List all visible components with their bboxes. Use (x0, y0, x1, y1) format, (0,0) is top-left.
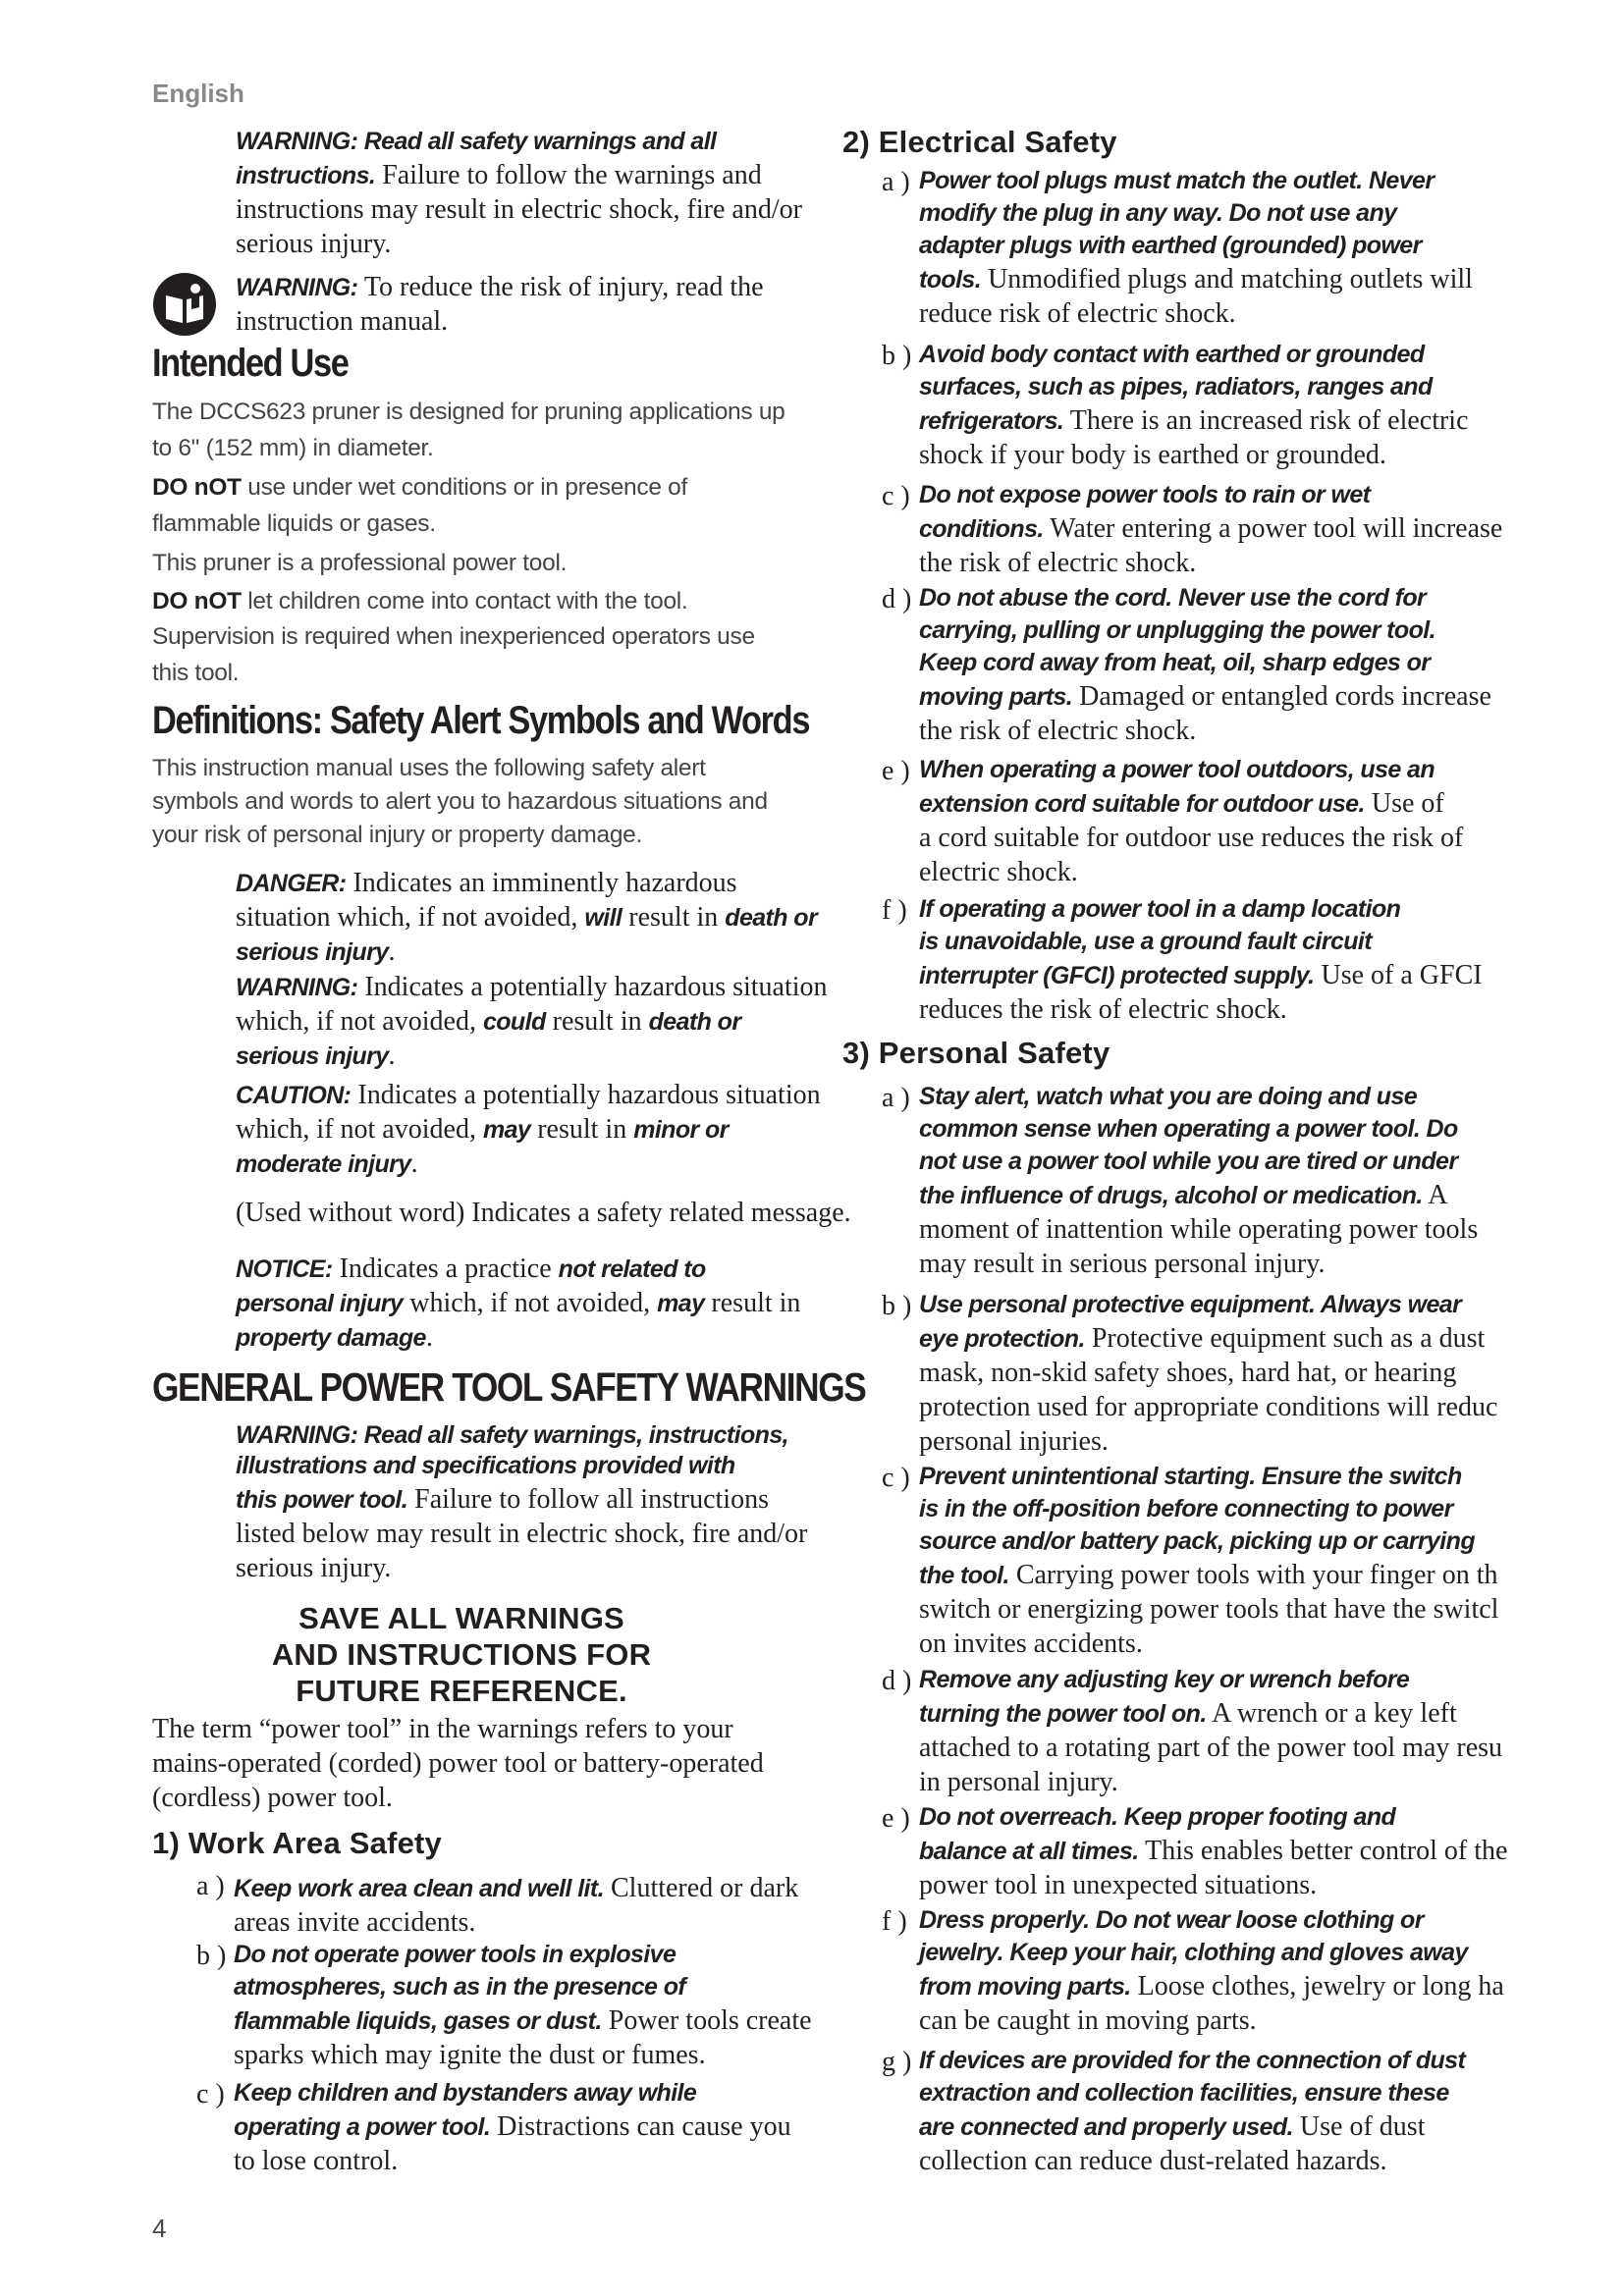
paragraph: flammable liquids or gases. (152, 509, 436, 537)
item-bold: not use a power tool while you are tired or under (919, 1148, 1458, 1175)
item-bold: is in the off-position before connecting to power (919, 1495, 1453, 1522)
page-language: English (152, 79, 244, 108)
item-label: d ) (882, 1666, 912, 1696)
item-text: Distractions can cause you (490, 2111, 791, 2142)
warning-bold: illustrations and specifications provided with (236, 1452, 735, 1479)
item-label: a ) (196, 1871, 225, 1901)
definition-text: result in (704, 1288, 801, 1318)
definition-emphasis: serious injury (236, 938, 389, 966)
item-bold: atmospheres, such as in the presence of (234, 1973, 686, 2001)
item-text: Carrying power tools with your finger on th (1008, 1560, 1498, 1590)
general-warning (236, 1421, 874, 1585)
item-text: personal injuries. (919, 1426, 1109, 1457)
item-text: electric shock. (919, 857, 1078, 887)
item-bold: is unavoidable, use a ground fault circuit (919, 928, 1372, 955)
paragraph: symbols and words to alert you to hazardous situations and (152, 788, 768, 815)
definition-emphasis: death or (725, 904, 818, 932)
definition-text: Indicates a potentially hazardous situation (351, 1080, 821, 1110)
warning-text: serious injury. (236, 1553, 392, 1583)
electrical-safety-heading: 2) Electrical Safety (842, 125, 1117, 159)
item-label: b ) (196, 1941, 227, 1971)
item-bold: source and/or battery pack, picking up or carrying (919, 1527, 1475, 1555)
warning-label: WARNING: (236, 974, 358, 1001)
item-bold: jewelry. Keep your hair, clothing and gloves away (919, 1939, 1468, 1966)
definition-text: which, if not avoided, (236, 1006, 483, 1037)
warning-text: To reduce the risk of injury, read the (357, 272, 764, 302)
warning-bold: WARNING: (236, 274, 358, 301)
item-bold: conditions. (919, 515, 1044, 543)
item-bold: balance at all times. (919, 1838, 1139, 1865)
item-text: to lose control. (234, 2146, 399, 2176)
item-bold: Keep children and bystanders away while (234, 2079, 697, 2107)
item-bold: the tool. (919, 1562, 1009, 1589)
item-bold: extraction and collection facilities, ensure these (919, 2079, 1449, 2107)
item-text: shock if your body is earthed or grounded. (919, 440, 1386, 470)
definition-text: which, if not avoided, (236, 1114, 483, 1145)
item-text: Cluttered or dark (603, 1873, 799, 1903)
item-bold: Dress properly. Do not wear loose clothing or (919, 1906, 1424, 1934)
item-text: A (1422, 1180, 1448, 1210)
definition-emphasis: serious injury (236, 1042, 389, 1070)
item-text: power tool in unexpected situations. (919, 1870, 1318, 1900)
item-label: a ) (882, 1083, 910, 1113)
item-bold: Keep work area clean and well lit. (234, 1875, 604, 1902)
item-bold: are connected and properly used. (919, 2113, 1293, 2141)
item-bold: Do not operate power tools in explosive (234, 1941, 677, 1968)
item-bold: refrigerators. (919, 407, 1064, 435)
item-bold: the influence of drugs, alcohol or medication. (919, 1182, 1423, 1209)
item-text: reduce risk of electric shock. (919, 298, 1236, 329)
definition-emphasis: may (482, 1116, 531, 1144)
item-bold: from moving parts. (919, 1973, 1131, 2001)
warning-definition: WARNING: Indicates a potentially hazardous situation which, if not avoided, could result in death or serious injury. (236, 972, 828, 1071)
personal-safety-heading: 3) Personal Safety (842, 1036, 1110, 1070)
item-label: f ) (882, 895, 907, 926)
item-label: e ) (882, 1803, 910, 1834)
item-label: b ) (882, 1291, 912, 1321)
item-bold: extension cord suitable for outdoor use. (919, 790, 1365, 818)
item-bold: If devices are provided for the connection of dust (919, 2047, 1466, 2074)
paragraph: (cordless) power tool. (152, 1783, 393, 1813)
definition-emphasis: may (657, 1290, 705, 1317)
item-text: Use of dust (1292, 2111, 1426, 2142)
item-bold: Stay alert, watch what you are doing and use (919, 1083, 1418, 1110)
paragraph: this tool. (152, 659, 240, 686)
definition-text: Indicates a practice (332, 1254, 559, 1284)
item-bold: moving parts. (919, 683, 1073, 711)
caution-label: CAUTION: (236, 1082, 352, 1109)
item-bold: adapter plugs with earthed (grounded) power (919, 232, 1422, 259)
paragraph: This instruction manual uses the following safety alert (152, 755, 706, 781)
definition-emphasis: will (584, 904, 623, 932)
item-text: Protective equipment such as a dust (1084, 1323, 1486, 1354)
do-not-bold: DO nOT (152, 587, 242, 614)
definition-emphasis: minor or (633, 1116, 729, 1144)
do-not-bold: DO nOT (152, 474, 242, 501)
item-bold: carrying, pulling or unplugging the power tool. (919, 616, 1435, 644)
item-bold: Avoid body contact with earthed or grounded (919, 341, 1425, 368)
item-label: f ) (882, 1906, 907, 1937)
item-text: attached to a rotating part of the power tool may resu (919, 1733, 1503, 1763)
item-bold: Do not expose power tools to rain or wet (919, 481, 1371, 508)
warning-bold: this power tool. (236, 1486, 408, 1514)
item-bold: interrupter (GFCI) protected supply. (919, 962, 1315, 989)
item-bold: Remove any adjusting key or wrench before (919, 1666, 1410, 1693)
intended-use-body (152, 395, 859, 691)
paragraph: The term “power tool” in the warnings refers to your (152, 1714, 733, 1744)
definition-emphasis: death or (648, 1008, 741, 1036)
item-bold: turning the power tool on. (919, 1700, 1207, 1728)
paragraph: mains-operated (corded) power tool or battery-operated (152, 1748, 764, 1779)
warning-bold: WARNING: Read all safety warnings, instructions, (236, 1421, 788, 1449)
item-text: in personal injury. (919, 1767, 1118, 1797)
item-label: b ) (882, 341, 912, 371)
paragraph: to 6" (152 mm) in diameter. (152, 434, 434, 461)
item-text: on invites accidents. (919, 1629, 1143, 1659)
item-bold: When operating a power tool outdoors, use an (919, 756, 1435, 783)
definition-emphasis: personal injury (236, 1290, 404, 1317)
item-text: Unmodified plugs and matching outlets will (981, 264, 1473, 294)
definition-emphasis: property damage (236, 1324, 426, 1352)
warning-text: instructions may result in electric shock, fire and/or (236, 194, 802, 225)
item-text: Damaged or entangled cords increase (1072, 681, 1491, 712)
item-text: a cord suitable for outdoor use reduces the risk of (919, 823, 1464, 853)
item-text: There is an increased risk of electric (1063, 405, 1469, 436)
definition-text: result in (545, 1006, 649, 1037)
intended-use-heading: Intended Use (152, 342, 349, 385)
warning-text: Failure to follow the warnings and (375, 160, 762, 190)
warning-text: Failure to follow all instructions (407, 1484, 769, 1515)
definition-text: which, if not avoided, (403, 1288, 658, 1318)
warning-bold: WARNING: Read all safety warnings and all (236, 128, 717, 155)
item-text: Water entering a power tool will increase (1043, 513, 1503, 544)
definition-text: result in (530, 1114, 634, 1145)
danger-label: DANGER: (236, 870, 347, 897)
item-text: protection used for appropriate conditions will reduc (919, 1392, 1498, 1422)
warning-read-all (236, 128, 874, 261)
item-label: e ) (882, 756, 910, 786)
item-text: the risk of electric shock. (919, 716, 1197, 746)
warning-bold: instructions. (236, 162, 376, 189)
notice-label: NOTICE: (236, 1255, 333, 1283)
item-text: moment of inattention while operating power tools (919, 1214, 1479, 1245)
definition-text: result in (622, 902, 726, 933)
general-warnings-heading: GENERAL POWER TOOL SAFETY WARNINGS (152, 1364, 866, 1410)
definition-text: situation which, if not avoided, (236, 902, 585, 933)
read-manual-icon (152, 272, 217, 337)
item-text: reduces the risk of electric shock. (919, 994, 1287, 1025)
item-text: can be caught in moving parts. (919, 2005, 1257, 2036)
no-word-definition: (Used without word) Indicates a safety related message. (236, 1198, 851, 1228)
item-text: may result in serious personal injury. (919, 1249, 1326, 1279)
definitions-intro (152, 752, 859, 852)
save-line: SAVE ALL WARNINGS (298, 1601, 624, 1635)
definition-text: Indicates an imminently hazardous (346, 868, 737, 898)
item-text: collection can reduce dust-related hazards. (919, 2146, 1387, 2176)
definition-emphasis: moderate injury (236, 1150, 411, 1178)
item-text: switch or energizing power tools that have the switcl (919, 1594, 1499, 1625)
paragraph: use under wet conditions or in presence of (241, 474, 687, 501)
work-area-heading: 1) Work Area Safety (152, 1826, 442, 1860)
item-label: c ) (882, 1463, 910, 1493)
notice-definition: NOTICE: Indicates a practice not related to personal injury which, if not avoided, may result in property damage. (236, 1254, 801, 1353)
item-label: a ) (882, 167, 910, 197)
definition-text: Indicates a potentially hazardous situation (357, 972, 828, 1002)
paragraph: let children come into contact with the tool. (241, 587, 688, 614)
item-bold: tools. (919, 266, 982, 294)
item-bold: Do not overreach. Keep proper footing and (919, 1803, 1396, 1831)
warning-text: instruction manual. (236, 306, 449, 337)
item-text: sparks which may ignite the dust or fumes. (234, 2040, 706, 2070)
paragraph: your risk of personal injury or property damage. (152, 822, 642, 848)
item-bold: Prevent unintentional starting. Ensure the switch (919, 1463, 1462, 1490)
paragraph: Supervision is required when inexperienced operators use (152, 623, 755, 650)
caution-definition: CAUTION: Indicates a potentially hazardous situation which, if not avoided, may result in minor or moderate injury. (236, 1080, 821, 1179)
item-bold: operating a power tool. (234, 2113, 491, 2141)
item-bold: Keep cord away from heat, oil, sharp edges or (919, 649, 1431, 676)
save-warnings-notice (152, 1600, 771, 1709)
item-label: d ) (882, 584, 912, 614)
item-label: c ) (882, 481, 910, 511)
page-number: 4 (152, 2214, 167, 2243)
item-bold: If operating a power tool in a damp location (919, 895, 1401, 923)
warning-read-manual (236, 270, 874, 339)
item-text: This enables better control of the (1138, 1836, 1508, 1866)
item-bold: Use personal protective equipment. Always wear (919, 1291, 1462, 1318)
item-text: Use of a GFCI (1314, 960, 1483, 990)
item-text: A wrench or a key left (1206, 1698, 1457, 1729)
item-text: Use of (1364, 788, 1444, 819)
paragraph: The DCCS623 pruner is designed for pruning applications up (152, 399, 785, 425)
item-bold: eye protection. (919, 1325, 1085, 1353)
item-text: mask, non-skid safety shoes, hard hat, or hearing (919, 1358, 1457, 1388)
definition-emphasis: not related to (558, 1255, 706, 1283)
paragraph: This pruner is a professional power tool. (152, 550, 568, 576)
item-text: Loose clothes, jewelry or long ha (1130, 1971, 1504, 2002)
item-bold: modify the plug in any way. Do not use any (919, 199, 1397, 227)
item-bold: Do not abuse the cord. Never use the cord for (919, 584, 1427, 612)
item-label: g ) (882, 2047, 912, 2077)
danger-definition: DANGER: Indicates an imminently hazardous situation which, if not avoided, will result in death or serious injury. (236, 868, 818, 967)
warning-text: listed below may result in electric shock, fire and/or (236, 1519, 808, 1549)
save-line: AND INSTRUCTIONS FOR (271, 1637, 652, 1672)
definitions-heading: Definitions: Safety Alert Symbols and Words (152, 699, 810, 742)
item-text: Power tools create (601, 2005, 812, 2036)
item-bold: Power tool plugs must match the outlet. Never (919, 167, 1435, 194)
save-line: FUTURE REFERENCE. (296, 1674, 627, 1708)
item-text: areas invite accidents. (234, 1907, 476, 1938)
item-text: the risk of electric shock. (919, 548, 1197, 578)
item-bold: common sense when operating a power tool. Do (919, 1115, 1458, 1143)
item-bold: surfaces, such as pipes, radiators, ranges and (919, 373, 1433, 400)
warning-text: serious injury. (236, 229, 392, 259)
item-label: c ) (196, 2079, 225, 2109)
power-tool-term (152, 1712, 859, 1815)
definition-emphasis: could (482, 1008, 546, 1036)
item-bold: flammable liquids, gases or dust. (234, 2007, 602, 2035)
